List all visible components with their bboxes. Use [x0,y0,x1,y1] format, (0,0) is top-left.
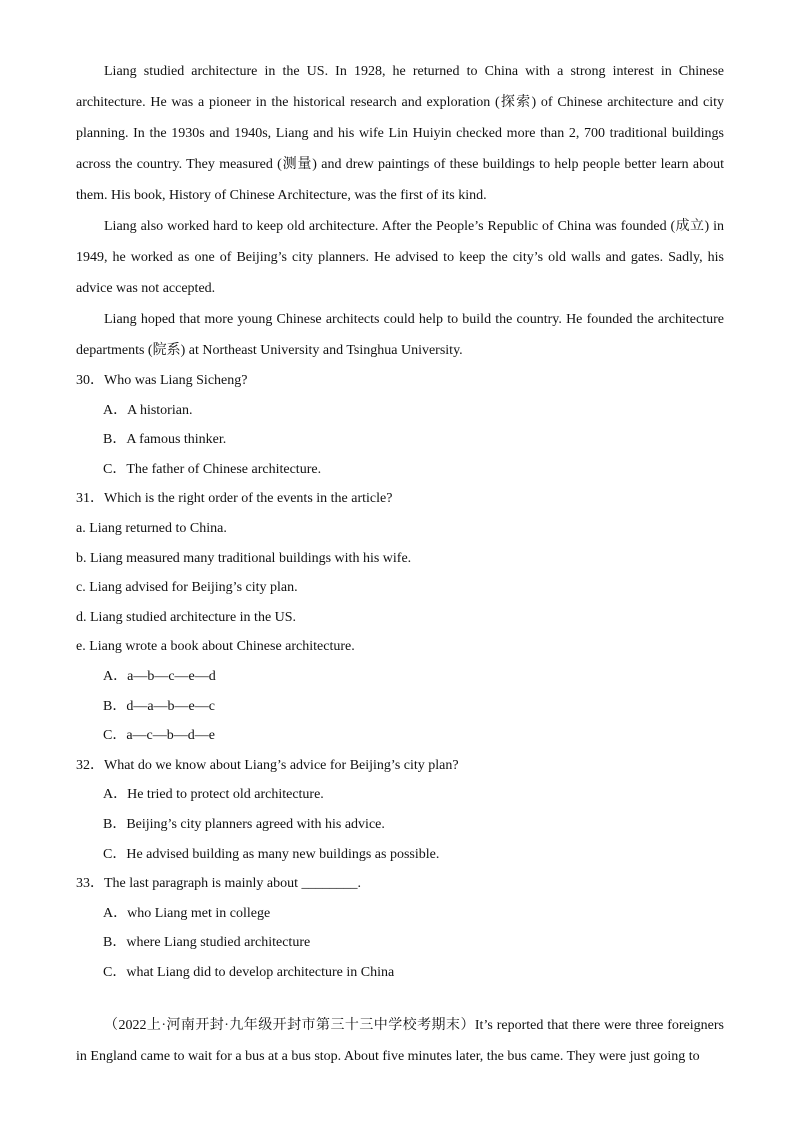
question-31 [76,484,724,750]
next-passage [76,1010,724,1072]
option-c: C．a—c—b—d—e [103,728,215,744]
event-item: e. Liang wrote a book about Chinese architecture. [76,639,355,655]
event-item: d. Liang studied architecture in the US. [76,609,297,625]
option-b: B．d—a—b—e—c [103,698,215,714]
option-b: B．A famous thinker. [103,432,227,448]
passage-paragraph: Liang studied architecture in the US. In 1928, he returned to China with a strong interest in Chinese architecture. He was a pioneer in the historical research and exploration (探索) of Chinese architecture and city planning. In the 1930s and 1940s, Liang and his wife Lin Huiyin checked more than 2, 700 traditional buildings across the country. They measured (测量) and drew paintings of these buildings to help people better learn about them. His book, History of Chinese Architecture, was the first of its kind. [76,64,724,203]
question-stem: 33．The last paragraph is mainly about ________. [76,876,361,892]
option-a: A．who Liang met in college [103,905,271,921]
event-item: a. Liang returned to China. [76,520,227,536]
event-item: b. Liang measured many traditional buildings with his wife. [76,550,412,566]
passage-paragraph: Liang also worked hard to keep old architecture. After the People’s Republic of China was founded (成立) in 1949, he worked as one of Beijing’s city planners. He advised to keep the city’s old walls and gates. Sadly, his advice was not accepted. [76,219,724,296]
next-passage-text: （2022上·河南开封·九年级开封市第三十三中学校考期末）It’s reported that there were three foreigners in England came to wait for a bus at a bus stop. About five minutes later, the bus came. They were just going to [76,1018,724,1064]
option-b: B．Beijing’s city planners agreed with his advice. [103,816,385,832]
option-c: C．The father of Chinese architecture. [103,461,322,477]
document-body [76,56,724,987]
question-stem: 30．Who was Liang Sicheng? [76,373,248,388]
option-c: C．He advised building as many new buildings as possible. [103,846,440,862]
option-a: A．a—b—c—e—d [103,668,216,684]
question-stem: 31．Which is the right order of the events in the article? [76,491,393,507]
question-33 [76,869,724,987]
question-30 [76,366,724,484]
question-stem: 32．What do we know about Liang’s advice for Beijing’s city plan? [76,757,459,773]
option-a: A．He tried to protect old architecture. [103,787,324,803]
event-item: c. Liang advised for Beijing’s city plan. [76,580,298,596]
question-32 [76,751,724,869]
option-a: A．A historian. [103,402,193,418]
passage-paragraph: Liang hoped that more young Chinese architects could help to build the country. He founded the architecture departments (院系) at Northeast University and Tsinghua University. [76,312,724,358]
option-b: B．where Liang studied architecture [103,935,311,951]
option-c: C．what Liang did to develop architecture in China [103,964,395,980]
